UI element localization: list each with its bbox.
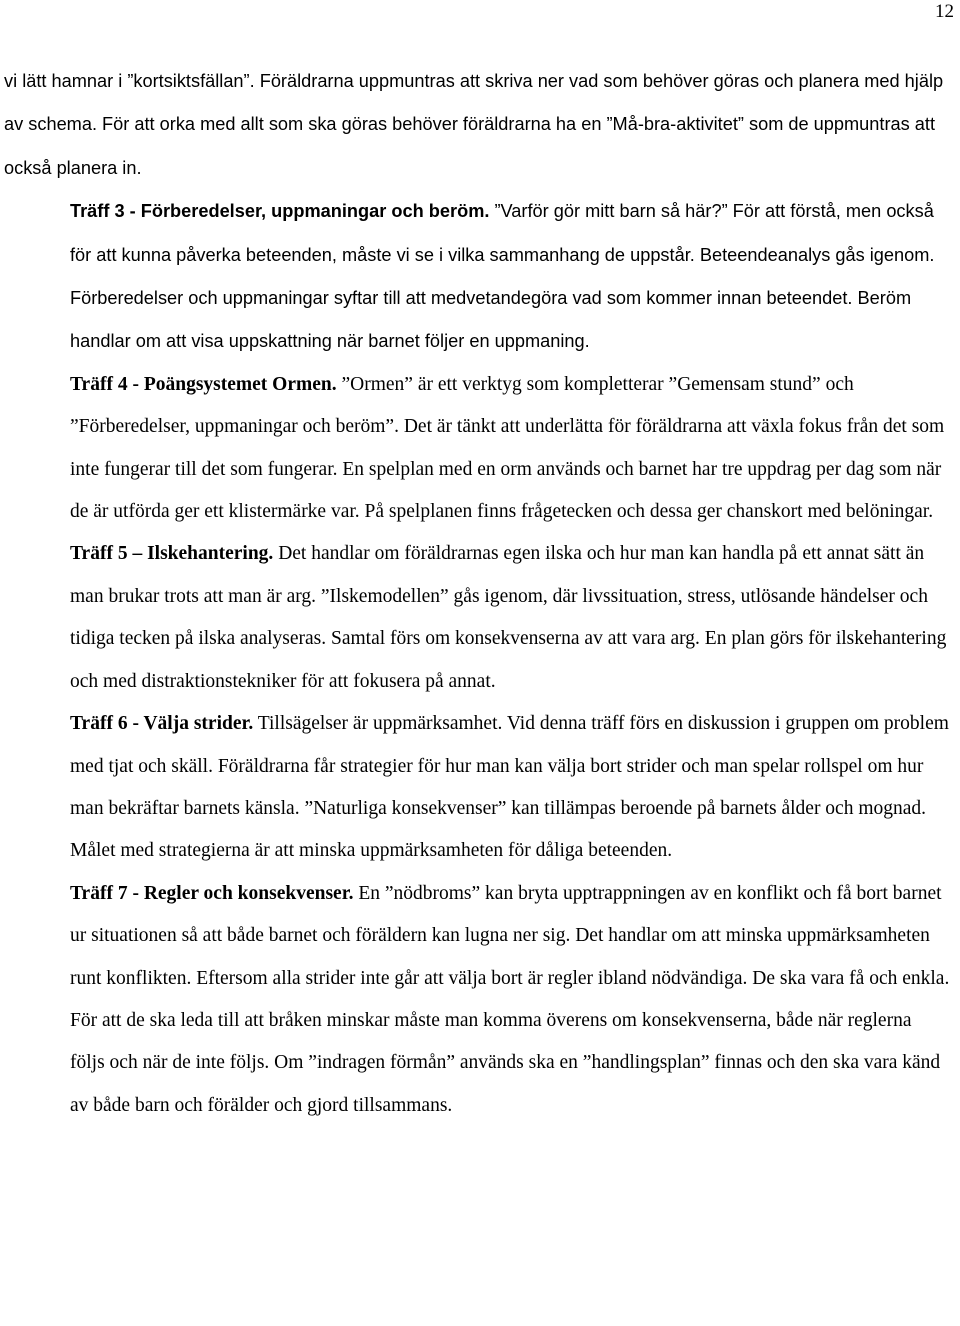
- traff6-heading: Träff 6 - Välja strider.: [70, 713, 254, 735]
- traff4-heading: Träff 4 - Poängsystemet Ormen.: [70, 373, 337, 395]
- traff5-heading: Träff 5 – Ilskehantering.: [70, 543, 274, 565]
- traff7-text: En ”nödbroms” kan bryta upptrappningen av en konflikt och få bort barnet ur situationen så att både barnet och föräldern kan lugna ner sig. Det handlar om att minska uppmärksamheten runt konflikten. Eftersom alla strider inte går att välja bort är regler ibland nödvändiga. De ska vara få och enkla. För att de ska leda till att bråken minskar måste man komma överens om konsekvenserna, både när reglerna följs och när de inte följs. Om ”indragen förmån” används ska en ”handlingsplan” finnas och den ska vara känd av både barn och förälder och gjord tillsammans.: [70, 882, 950, 1116]
- traff5-paragraph: [4, 533, 950, 703]
- traff3-paragraph: [4, 190, 950, 364]
- traff3-heading: Träff 3 - Förberedelser, uppmaningar och beröm.: [70, 201, 490, 222]
- traff4-paragraph: [4, 364, 950, 534]
- traff5-text: Det handlar om föräldrarnas egen ilska och hur man kan handla på ett annat sätt än man brukar trots att man är arg. ”Ilskemodellen” gås igenom, där livssituation, stress, utlösande händelser och tidiga tecken på ilska analyseras. Samtal förs om konsekvenserna av att vara arg. En plan görs för ilskehantering och med distraktionstekniker för att fokusera på annat.: [70, 543, 947, 692]
- traff4-text: ”Ormen” är ett verktyg som kompletterar ”Gemensam stund” och ”Förberedelser, uppmaningar och beröm”. Det är tänkt att underlätta för föräldrarna att växla fokus från det som inte fungerar till det som fungerar. En spelplan med en orm används och barnet har tre uppdrag per dag som när de är utförda ger ett klistermärke var. På spelplanen finns frågetecken och dessa ger chanskort med belöningar.: [70, 373, 945, 523]
- traff7-heading: Träff 7 - Regler och konsekvenser.: [70, 882, 354, 904]
- intro-text: vi lätt hamnar i ”kortsiktsfällan”. Föräldrarna uppmuntras att skriva ner vad som behöver göras och planera med hjälp av schema. För att orka med allt som ska göras behöver föräldrarna ha en ”Må-bra-aktivitet” som de uppmuntras att också planera in.: [4, 71, 944, 178]
- traff3-text: ”Varför gör mitt barn så här?” För att förstå, men också för att kunna påverka beteenden, måste vi se i vilka sammanhang de uppstår. Beteendeanalys gås igenom. Förberedelser och uppmaningar syftar till att medvetandegöra vad som kommer innan beteendet. Beröm handlar om att visa uppskattning när barnet följer en uppmaning.: [70, 201, 935, 352]
- intro-paragraph: [4, 60, 950, 190]
- page-number: 12: [935, 1, 954, 22]
- traff7-paragraph: [4, 873, 950, 1127]
- traff6-text: Tillsägelser är uppmärksamhet. Vid denna träff förs en diskussion i gruppen om problem med tjat och skäll. Föräldrarna får strategier för hur man kan välja bort strider och man spelar rollspel om hur man bekräftar barnets känsla. ”Naturliga konsekvenser” kan tillämpas beroende på barnets ålder och mognad. Målet med strategierna är att minska uppmärksamheten för dåliga beteenden.: [70, 713, 949, 862]
- document-body: [4, 60, 950, 1127]
- traff6-paragraph: [4, 703, 950, 873]
